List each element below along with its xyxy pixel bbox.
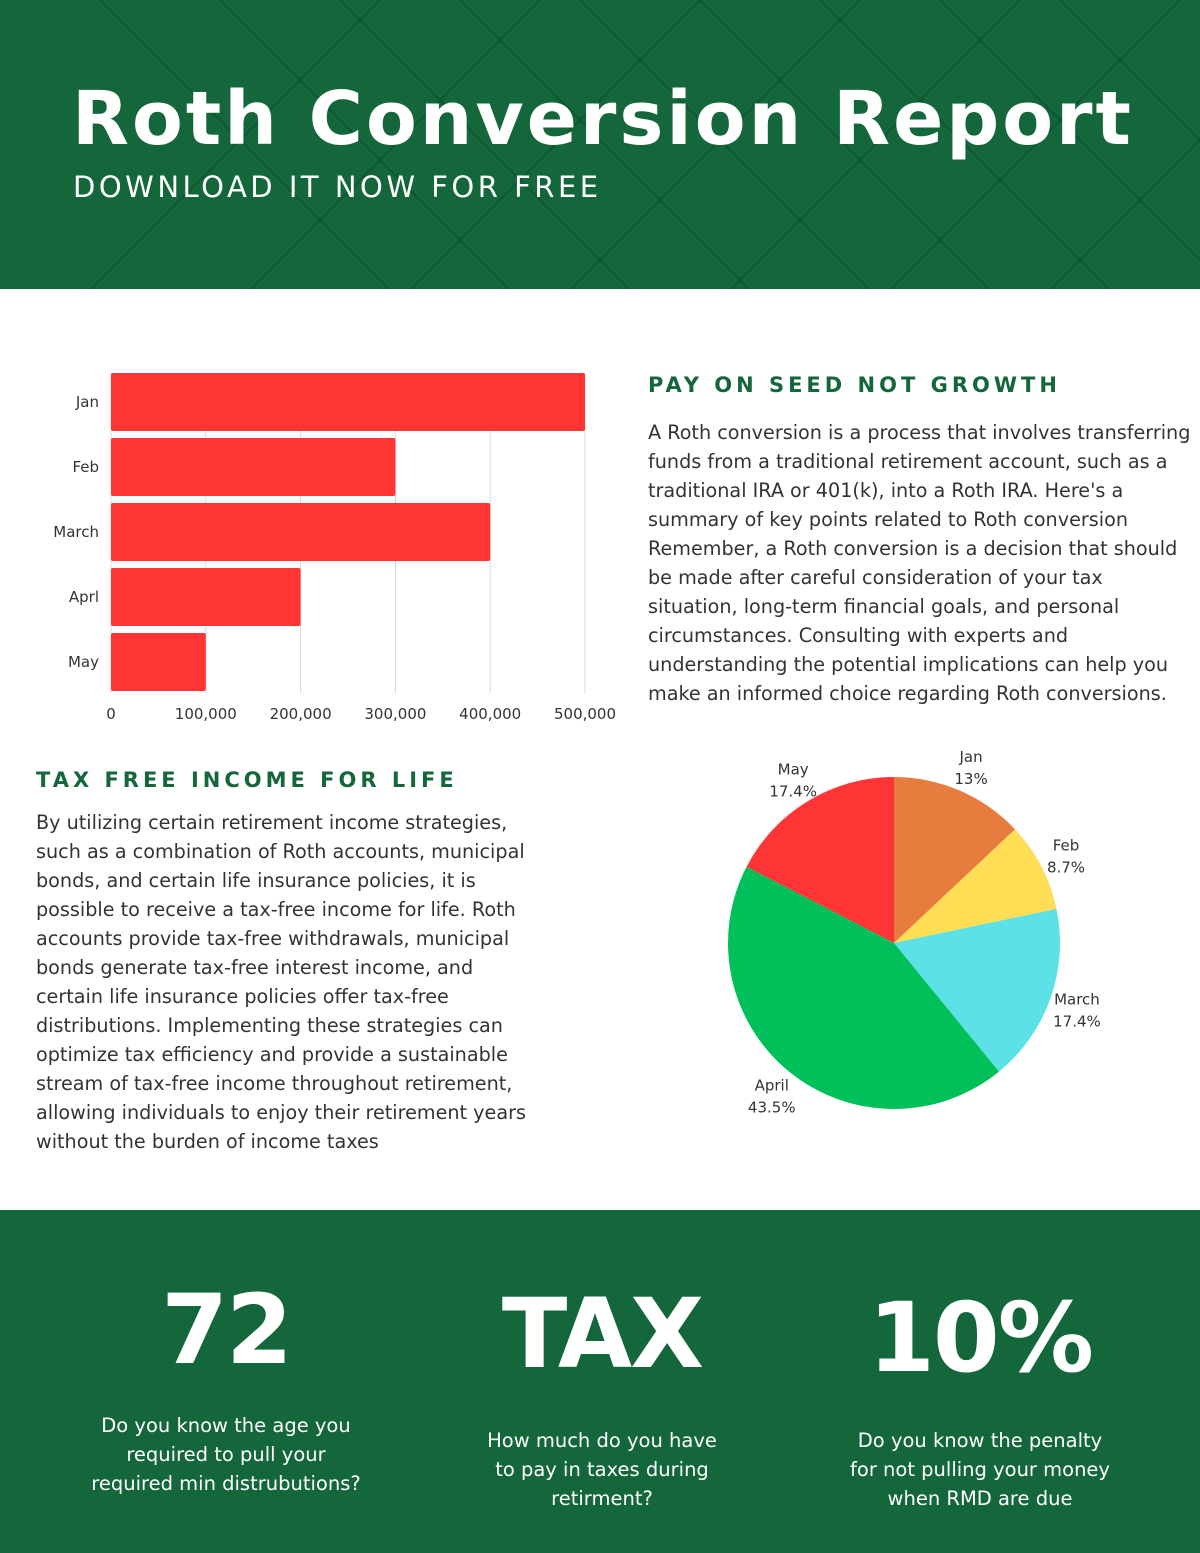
- bar-jan: [111, 373, 585, 431]
- slice-percent: 43.5%: [747, 1098, 796, 1117]
- seed-section-body: A Roth conversion is a process that involves transferring funds from a traditional retirement account, such as a traditional IRA or 401(k), into a Roth IRA. Here's a summary of key points related to Roth conversion Remember, a Roth conversion is a decision that should be made after careful consideration of your tax situation, long-term financial goals, and personal circumstances. Consulting with experts and understanding the potential implications can help you make an informed choice regarding Roth conversions.: [648, 421, 1191, 705]
- stat-description: Do you know the age you required to pull your required min distrubutions?: [91, 1414, 361, 1495]
- x-tick-label: 300,000: [364, 705, 427, 723]
- x-tick-label: 100,000: [174, 705, 237, 723]
- page-subtitle: DOWNLOAD IT NOW FOR FREE: [73, 170, 602, 204]
- slice-percent: 8.7%: [1046, 858, 1086, 877]
- stats-footer: [0, 1210, 1200, 1553]
- category-label: May: [67, 653, 99, 671]
- slice-percent: 17.4%: [1053, 1012, 1101, 1031]
- category-label: March: [53, 523, 99, 541]
- x-tick-label: 400,000: [459, 705, 522, 723]
- x-tick-label: 0: [106, 705, 116, 723]
- stat-description: How much do you have to pay in taxes during retirment?: [487, 1429, 717, 1510]
- monthly-bar-chart: [30, 360, 630, 730]
- category-label: Aprl: [68, 588, 99, 606]
- stat-card-tax: [452, 1210, 752, 1513]
- seed-section-heading: PAY ON SEED NOT GROWTH: [648, 373, 1061, 397]
- slice-label: Jan: [959, 747, 983, 766]
- slice-label: May: [777, 760, 809, 779]
- category-label: Jan: [75, 393, 99, 411]
- slice-label: April: [754, 1076, 789, 1095]
- stat-card-age: [76, 1210, 376, 1498]
- stat-description: Do you know the penalty for not pulling your money when RMD are due: [850, 1429, 1110, 1510]
- slice-label: March: [1054, 990, 1100, 1009]
- stat-value: 10%: [868, 1282, 1092, 1394]
- bar-may: [111, 633, 206, 691]
- page-title: Roth Conversion Report: [72, 76, 1134, 162]
- x-tick-label: 200,000: [269, 705, 332, 723]
- x-tick-label: 500,000: [553, 705, 617, 723]
- life-section-body: By utilizing certain retirement income strategies, such as a combination of Roth accounts, municipal bonds, and certain life insurance policies, it is possible to receive a tax-free income for life. Roth accounts provide tax-free withdrawals, municipal bonds generate tax-free interest income, and certain life insurance policies offer tax-free distributions. Implementing these strategies can optimize tax efficiency and provide a sustainable stream of tax-free income throughout retirement, allowing individuals to enjoy their retirement years without the burden of income taxes: [36, 811, 526, 1153]
- bar-march: [111, 503, 490, 561]
- stat-value: 72: [161, 1274, 291, 1386]
- slice-percent: 13%: [954, 769, 988, 788]
- bar-aprl: [111, 568, 301, 626]
- stat-card-penalty: [830, 1210, 1130, 1513]
- monthly-pie-chart: [690, 735, 1130, 1135]
- slice-percent: 17.4%: [769, 782, 817, 801]
- category-label: Feb: [72, 458, 99, 476]
- hero-banner: [0, 0, 1200, 289]
- slice-label: Feb: [1052, 836, 1080, 855]
- stat-value: TAX: [501, 1278, 703, 1390]
- life-section-heading: TAX FREE INCOME FOR LIFE: [36, 768, 458, 792]
- bar-feb: [111, 438, 395, 496]
